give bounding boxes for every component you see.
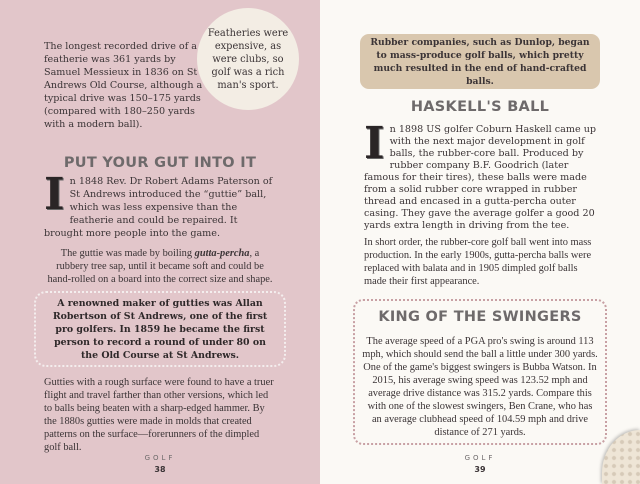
paragraph-text: n 1848 Rev. Dr Robert Adams Paterson of St Andrews introduced the “guttie” ball, which was less expensive than the featherie and could be repaired. It brought more people into the game. <box>44 176 273 239</box>
section-heading: HASKELL'S BALL <box>410 99 550 115</box>
right-page <box>320 0 640 484</box>
bubble-text: Featheries were expensive, as were clubs, so golf was a rich man's sport. <box>207 27 289 91</box>
page-number: 38 <box>154 465 166 474</box>
intro-paragraph: The longest recorded drive of a featherie was 361 yards by Samuel Messieux in 1836 on St Andrews Old Course, although a typical drive was 150–175 yards (compared with 180–250 yards with a modern ball). <box>44 41 203 130</box>
guttie-paragraph <box>44 169 274 240</box>
boiling-paragraph <box>44 247 276 286</box>
footer-title: GOLF <box>464 454 496 462</box>
text: The guttie was made by boiling <box>60 248 195 259</box>
paragraph-text: n 1898 US golfer Coburn Haskell came up with the next major development in golf balls, the rubber-core ball. Produced by rubber company B.F. Goodrich (later famous for their tires), these balls were made from a solid rubber core wrapped in rubber thread and encased in a gutta-percha outer casing. They gave the average golfer a good 20 yards extra length in driving from the tee. <box>364 124 597 231</box>
text: , a rubbery tree sap, until it became soft and could be hand-rolled on a board into the correct size and shape. <box>47 248 273 285</box>
callout-text: Rubber companies, such as Dunlop, began to mass-produce golf balls, which pretty much resulted in the end of hand-crafted balls. <box>370 36 590 87</box>
callout-box <box>34 291 286 367</box>
golf-ball-image <box>602 430 640 484</box>
box-heading: KING OF THE SWINGERS <box>378 309 582 325</box>
section-heading: PUT YOUR GUT INTO IT <box>63 155 257 171</box>
box-text: The average speed of a PGA pro's swing is around 113 mph, which should send the ball a little under 300 yards. One of the game's biggest swingers is Bubba Watson. In 2015, his average swing speed was 123.52 mph and average drive distance was 315.2 yards. Compare this with one of the slowest swingers, Ben Crane, who has an average clubhead speed of 104.59 mph and drive distance of 271 yards. <box>362 336 598 438</box>
haskell-paragraph <box>364 118 600 232</box>
drop-cap: I <box>44 169 65 220</box>
fact-bubble <box>197 8 299 110</box>
mass-production-paragraph: In short order, the rubber-core golf ball went into mass production. In the early 1900s, gutta-percha balls were replaced with balata and in 1905 dimpled golf balls made their first appearance. <box>364 237 592 287</box>
gutties-paragraph: Gutties with a rough surface were found to have a truer flight and travel farther than other versions, which led to balls being beaten with a sharp-edged hammer. By the 1880s gutties were made in molds that created patterns on the surface—forerunners of the dimpled golf ball. <box>44 377 274 453</box>
swingers-box <box>353 299 607 445</box>
callout-text: A renowned maker of gutties was Allan Robertson of St Andrews, one of the first pro golfers. In 1859 he became the first person to record a round of under 80 on the Old Course at St Andrews. <box>52 297 268 361</box>
page-number: 39 <box>474 465 486 474</box>
italic-term: gutta-percha <box>194 248 250 259</box>
footer-title: GOLF <box>144 454 176 462</box>
drop-cap: I <box>364 118 385 169</box>
tan-callout-box <box>360 34 600 89</box>
